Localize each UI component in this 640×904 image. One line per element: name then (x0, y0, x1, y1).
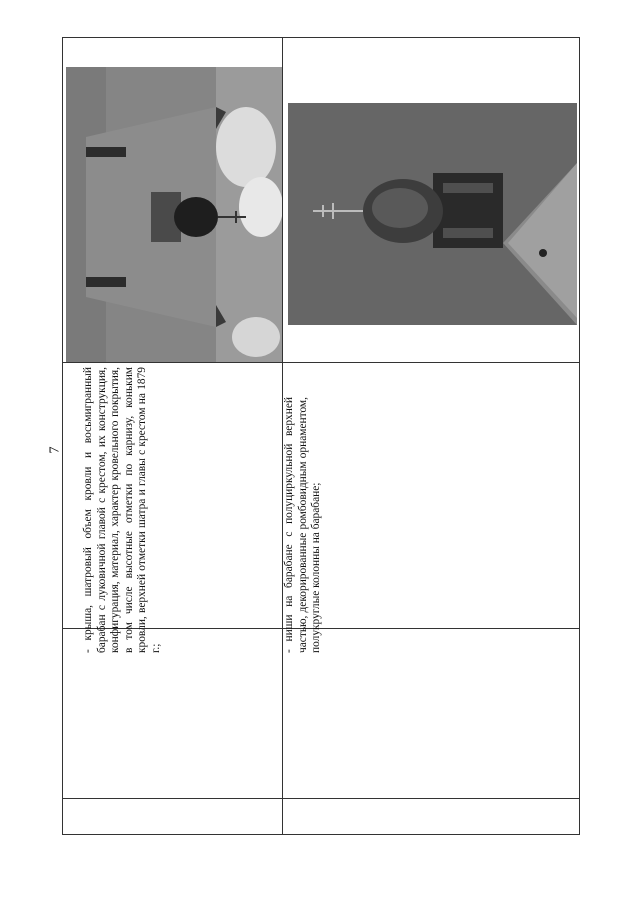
drum-dome-photo (288, 103, 577, 325)
table-cell-roof-description: - крыша, шатровый объем кровли и восьмигранный барабан с луковичной главой с крестом, их конструкция, конфигурация, материал, характер кровельного покрытия, в том числе высотные отметки по карнизу, коньким кровли, верхней отметки шатра и главы с крестом на 1879 г.; (82, 367, 162, 653)
church-roof-photo (66, 67, 282, 362)
table-row-divider-bottom (63, 798, 579, 799)
table-cell-niches-description: - ниши на барабане с полуциркульной верхней частью, декорированные ромбовидным орнаментом, полукруглые колонны на барабане; (283, 397, 322, 653)
table-column-divider-photos (63, 362, 579, 363)
page-number: 7 (47, 446, 63, 454)
